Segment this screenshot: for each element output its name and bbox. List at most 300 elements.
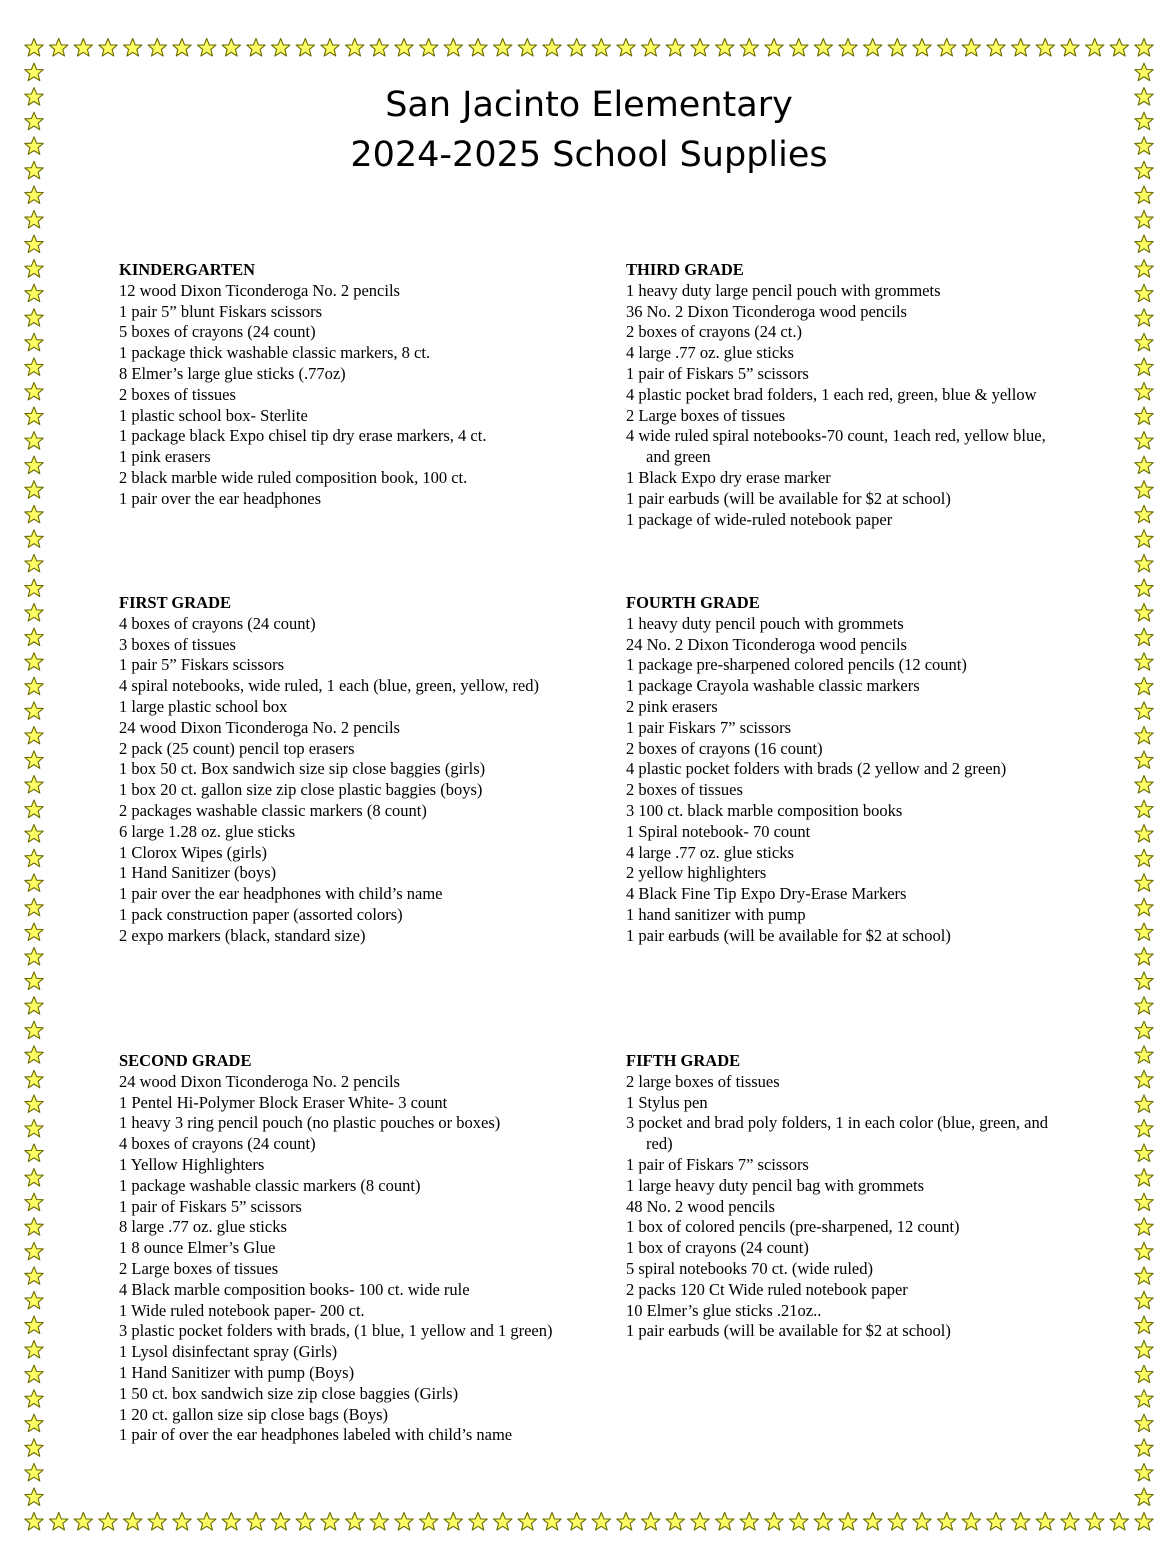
star-icon [1135,579,1153,597]
star-icon [124,39,142,57]
list-item: 1 package black Expo chisel tip dry erase markers, 4 ct. [119,426,487,446]
star-icon [222,39,240,57]
list-item: 1 heavy duty large pencil pouch with grommets [626,280,941,300]
list-item: 2 black marble wide ruled composition book, 100 ct. [119,467,468,487]
list-item: 4 plastic pocket brad folders, 1 each red, green, blue & yellow [626,384,1037,404]
star-icon [518,39,536,57]
list-item: 1 Stylus pen [626,1092,708,1112]
list-item: 2 yellow highlighters [626,863,767,883]
star-icon [1135,1488,1153,1506]
star-icon [25,432,43,450]
supply-list [626,281,1046,531]
star-icon [962,39,980,57]
star-icon [25,628,43,646]
star-icon [25,1291,43,1309]
list-item: 1 20 ct. gallon size sip close bags (Boys) [119,1404,388,1424]
section-first-grade [119,593,559,947]
star-icon [25,39,43,57]
star-icon [25,1439,43,1457]
star-icon [25,1390,43,1408]
list-item: 2 boxes of crayons (24 ct.) [626,322,802,342]
list-item: 1 pair over the ear headphones [119,488,322,508]
star-icon [1135,923,1153,941]
star-icon [444,1513,462,1531]
list-item: 1 pink erasers [119,447,211,467]
star-icon [1135,825,1153,843]
star-icon [1135,284,1153,302]
star-icon [25,1341,43,1359]
star-icon [642,1513,660,1531]
list-item: 4 plastic pocket folders with brads (2 yellow and 2 green) [626,759,1007,779]
star-icon [617,1513,635,1531]
list-item: 1 Wide ruled notebook paper- 200 ct. [119,1300,365,1320]
star-icon [25,1365,43,1383]
star-icon [296,1513,314,1531]
star-icon [25,997,43,1015]
star-icon [1135,1365,1153,1383]
star-icon [1135,972,1153,990]
star-icon [25,1144,43,1162]
star-icon [592,39,610,57]
list-item: 1 box of colored pencils (pre-sharpened, 12 count) [626,1217,960,1237]
star-icon [173,39,191,57]
star-icon [1135,554,1153,572]
star-icon [370,1513,388,1531]
star-icon [25,505,43,523]
list-item: 1 50 ct. box sandwich size zip close baggies (Girls) [119,1383,459,1403]
star-icon [25,1070,43,1088]
star-icon [99,1513,117,1531]
star-icon [1135,1390,1153,1408]
star-icon [25,898,43,916]
star-icon [1135,604,1153,622]
star-icon [1135,39,1153,57]
star-icon [1135,235,1153,253]
list-item: 1 package of wide-ruled notebook paper [626,509,893,529]
list-item: 36 No. 2 Dixon Ticonderoga wood pencils [626,301,907,321]
list-item: 1 package washable classic markers (8 count) [119,1175,421,1195]
star-icon [790,1513,808,1531]
star-icon [25,1095,43,1113]
star-icon [716,1513,734,1531]
star-icon [1061,39,1079,57]
star-icon [1135,456,1153,474]
star-icon [592,1513,610,1531]
list-item: 1 box of crayons (24 count) [626,1238,809,1258]
star-icon [25,554,43,572]
star-icon [1135,702,1153,720]
list-item: 2 large boxes of tissues [626,1071,780,1091]
star-icon [1135,1439,1153,1457]
star-icon [25,309,43,327]
star-icon [987,1513,1005,1531]
list-item: 2 pack (25 count) pencil top erasers [119,738,355,758]
list-item: 2 expo markers (black, standard size) [119,925,366,945]
list-item: 4 large .77 oz. glue sticks [626,842,794,862]
star-icon [25,456,43,474]
list-item: 1 large heavy duty pencil bag with grommets [626,1175,924,1195]
list-item: 1 pair earbuds (will be available for $2 at school) [626,1321,951,1341]
list-item: 1 Pentel Hi-Polymer Block Eraser White- 3 count [119,1092,448,1112]
list-item: 24 wood Dixon Ticonderoga No. 2 pencils [119,1071,400,1091]
star-icon [987,39,1005,57]
star-icon [888,39,906,57]
star-icon [1135,1414,1153,1432]
list-item: 1 box 20 ct. gallon size zip close plastic baggies (boys) [119,780,483,800]
star-icon [25,776,43,794]
star-icon [716,39,734,57]
star-icon [25,1242,43,1260]
list-item: 1 pair over the ear headphones with child’s name [119,884,443,904]
star-icon [1110,1513,1128,1531]
star-icon [25,63,43,81]
star-icon [1135,653,1153,671]
star-icon [1135,186,1153,204]
star-icon [888,1513,906,1531]
star-icon [25,1267,43,1285]
star-icon [1135,63,1153,81]
star-icon [1135,800,1153,818]
list-item: 1 heavy duty pencil pouch with grommets [626,613,904,633]
star-icon [25,481,43,499]
star-icon [1135,1119,1153,1137]
list-item: 2 pink erasers [626,696,718,716]
star-icon [173,1513,191,1531]
list-item: 1 Yellow Highlighters [119,1154,265,1174]
list-item: 1 Black Expo dry erase marker [626,467,831,487]
list-item: 1 box 50 ct. Box sandwich size sip close baggies (girls) [119,759,486,779]
star-icon [25,726,43,744]
star-icon [469,1513,487,1531]
section-heading: SECOND GRADE [119,1051,252,1070]
star-icon [50,39,68,57]
star-icon [148,1513,166,1531]
section-fifth-grade [626,1051,1066,1342]
star-icon [666,39,684,57]
star-icon [1135,481,1153,499]
star-icon [1135,1291,1153,1309]
star-icon [25,751,43,769]
list-item: 10 Elmer’s glue sticks .21oz.. [626,1300,822,1320]
section-third-grade [626,260,1046,530]
star-icon [25,702,43,720]
list-item: 2 boxes of tissues [626,780,743,800]
page-title [0,80,1170,180]
star-icon [25,1193,43,1211]
list-item: 24 wood Dixon Ticonderoga No. 2 pencils [119,717,400,737]
star-icon [1135,432,1153,450]
star-icon [938,1513,956,1531]
star-icon [25,923,43,941]
star-icon [25,579,43,597]
star-icon [962,1513,980,1531]
star-icon [1135,1242,1153,1260]
list-item: 1 8 ounce Elmer’s Glue [119,1238,276,1258]
list-item: 4 spiral notebooks, wide ruled, 1 each (blue, green, yellow, red) [119,676,540,696]
star-icon [518,1513,536,1531]
list-item: 5 boxes of crayons (24 count) [119,322,316,342]
star-icon [1135,211,1153,229]
star-icon [1061,1513,1079,1531]
list-item: 4 Black Fine Tip Expo Dry-Erase Markers [626,884,907,904]
list-item: 1 Clorox Wipes (girls) [119,842,267,862]
star-icon [25,800,43,818]
star-icon [765,39,783,57]
star-icon [1135,751,1153,769]
supply-list [119,1072,559,1446]
star-icon [1135,358,1153,376]
list-item: 1 Lysol disinfectant spray (Girls) [119,1342,338,1362]
star-icon [1135,530,1153,548]
star-icon [25,1021,43,1039]
section-second-grade [119,1051,559,1446]
list-item: 4 boxes of crayons (24 count) [119,613,316,633]
star-icon [1135,874,1153,892]
list-item: 4 Black marble composition books- 100 ct. wide rule [119,1279,470,1299]
star-icon [198,39,216,57]
list-item: 8 Elmer’s large glue sticks (.77oz) [119,363,346,383]
star-icon [543,39,561,57]
star-icon [814,39,832,57]
star-icon [913,1513,931,1531]
star-icon [1135,260,1153,278]
list-item: 2 packs 120 Ct Wide ruled notebook paper [626,1279,908,1299]
star-icon [568,1513,586,1531]
star-icon [1135,1463,1153,1481]
star-icon [1135,1169,1153,1187]
star-icon [1135,407,1153,425]
star-icon [25,1513,43,1531]
star-icon [864,39,882,57]
supply-list [119,614,559,947]
star-icon [25,1488,43,1506]
star-icon [1135,1070,1153,1088]
section-heading: THIRD GRADE [626,260,744,279]
list-item: 24 No. 2 Dixon Ticonderoga wood pencils [626,634,907,654]
star-icon [25,1218,43,1236]
star-icon [1135,726,1153,744]
star-icon [25,972,43,990]
star-icon [395,1513,413,1531]
star-icon [1135,1193,1153,1211]
supply-list [626,1072,1066,1342]
list-item: 1 pair of over the ear headphones labeled with child’s name [119,1425,513,1445]
star-icon [1086,39,1104,57]
list-item: 1 package pre-sharpened colored pencils (12 count) [626,655,967,675]
star-icon [25,407,43,425]
star-icon [25,211,43,229]
section-heading: FIFTH GRADE [626,1051,741,1070]
star-icon [25,333,43,351]
star-icon [222,1513,240,1531]
list-item: 4 boxes of crayons (24 count) [119,1134,316,1154]
star-icon [25,604,43,622]
section-fourth-grade [626,593,1096,947]
star-icon [321,39,339,57]
section-heading: FOURTH GRADE [626,593,760,612]
star-icon [1135,382,1153,400]
star-icon [494,1513,512,1531]
star-icon [1135,309,1153,327]
star-icon [247,1513,265,1531]
star-icon [1135,1513,1153,1531]
star-icon [1135,1046,1153,1064]
star-icon [346,39,364,57]
list-item: 8 large .77 oz. glue sticks [119,1217,287,1237]
list-item: 1 pair earbuds (will be available for $2 at school) [626,488,951,508]
star-icon [1135,898,1153,916]
star-icon [790,39,808,57]
supply-list [119,281,589,510]
star-icon [148,39,166,57]
star-icon [543,1513,561,1531]
supply-list [626,614,1096,947]
star-icon [839,39,857,57]
list-item: 3 boxes of tissues [119,634,236,654]
star-icon [25,530,43,548]
star-icon [1135,505,1153,523]
list-item: 1 package thick washable classic markers, 8 ct. [119,343,431,363]
star-icon [25,382,43,400]
star-icon [1135,849,1153,867]
list-item: 4 large .77 oz. glue sticks [626,343,794,363]
star-icon [1036,39,1054,57]
list-item: 1 hand sanitizer with pump [626,904,806,924]
star-icon [272,1513,290,1531]
star-icon [25,1119,43,1137]
list-item: 1 pack construction paper (assorted colors) [119,904,403,924]
list-item: 1 pair 5” blunt Fiskars scissors [119,301,323,321]
star-icon [99,39,117,57]
list-item: 1 heavy 3 ring pencil pouch (no plastic pouches or boxes) [119,1113,501,1133]
list-item: 2 Large boxes of tissues [626,405,786,425]
list-item: 2 boxes of crayons (16 count) [626,738,823,758]
list-item: 4 wide ruled spiral notebooks-70 count, 1each red, yellow blue, and green [626,426,1046,467]
list-item: 1 pair earbuds (will be available for $2 at school) [626,925,951,945]
star-icon [420,39,438,57]
star-icon [25,1463,43,1481]
star-icon [272,39,290,57]
list-item: 3 100 ct. black marble composition books [626,800,903,820]
list-item: 1 package Crayola washable classic markers [626,676,920,696]
list-item: 1 plastic school box- Sterlite [119,405,308,425]
list-item: 1 Hand Sanitizer with pump (Boys) [119,1362,355,1382]
star-icon [25,825,43,843]
star-icon [617,39,635,57]
star-icon [691,1513,709,1531]
star-icon [839,1513,857,1531]
star-icon [321,1513,339,1531]
star-icon [124,1513,142,1531]
star-icon [1135,628,1153,646]
star-icon [1135,1095,1153,1113]
star-icon [740,1513,758,1531]
list-item: 3 pocket and brad poly folders, 1 in each color (blue, green, and red) [626,1113,1048,1154]
list-item: 1 pair of Fiskars 5” scissors [626,363,809,383]
star-icon [346,1513,364,1531]
star-icon [370,39,388,57]
star-icon [25,1046,43,1064]
star-icon [25,849,43,867]
star-icon [494,39,512,57]
star-icon [25,677,43,695]
list-item: 6 large 1.28 oz. glue sticks [119,821,296,841]
list-item: 1 Hand Sanitizer (boys) [119,863,277,883]
star-icon [50,1513,68,1531]
star-icon [395,39,413,57]
list-item: 1 pair of Fiskars 5” scissors [119,1196,302,1216]
title-supplies-year: 2024-2025 School Supplies [350,135,828,175]
star-icon [1036,1513,1054,1531]
section-heading: FIRST GRADE [119,593,232,612]
star-icon [74,39,92,57]
star-icon [74,1513,92,1531]
star-icon [1135,1218,1153,1236]
star-icon [198,1513,216,1531]
star-icon [1110,39,1128,57]
list-item: 1 pair 5” Fiskars scissors [119,655,284,675]
star-icon [1135,1341,1153,1359]
title-school-name: San Jacinto Elementary [385,85,793,125]
star-icon [765,1513,783,1531]
star-icon [740,39,758,57]
star-icon [25,358,43,376]
section-kindergarten [119,260,589,510]
star-icon [1012,39,1030,57]
star-icon [1135,948,1153,966]
star-icon [666,1513,684,1531]
star-icon [1135,333,1153,351]
list-item: 2 packages washable classic markers (8 count) [119,800,427,820]
star-icon [864,1513,882,1531]
star-icon [1135,1021,1153,1039]
star-icon [25,1414,43,1432]
star-icon [25,653,43,671]
list-item: 1 pair Fiskars 7” scissors [626,717,791,737]
section-heading: KINDERGARTEN [119,260,256,279]
star-icon [938,39,956,57]
list-item: 1 pair of Fiskars 7” scissors [626,1154,809,1174]
star-icon [444,39,462,57]
star-icon [1135,776,1153,794]
list-item: 1 large plastic school box [119,696,288,716]
star-icon [25,186,43,204]
star-icon [25,260,43,278]
list-item: 3 plastic pocket folders with brads, (1 blue, 1 yellow and 1 green) [119,1321,553,1341]
list-item: 48 No. 2 wood pencils [626,1196,775,1216]
star-icon [642,39,660,57]
star-icon [568,39,586,57]
star-icon [420,1513,438,1531]
star-icon [814,1513,832,1531]
star-icon [25,874,43,892]
list-item: 12 wood Dixon Ticonderoga No. 2 pencils [119,280,400,300]
star-icon [1135,1267,1153,1285]
star-icon [25,284,43,302]
star-icon [1135,1316,1153,1334]
star-icon [25,235,43,253]
star-icon [1135,997,1153,1015]
star-icon [25,1169,43,1187]
star-icon [913,39,931,57]
star-icon [247,39,265,57]
list-item: 1 Spiral notebook- 70 count [626,821,811,841]
star-icon [296,39,314,57]
list-item: 2 Large boxes of tissues [119,1258,279,1278]
list-item: 2 boxes of tissues [119,384,236,404]
star-icon [1086,1513,1104,1531]
star-icon [1012,1513,1030,1531]
